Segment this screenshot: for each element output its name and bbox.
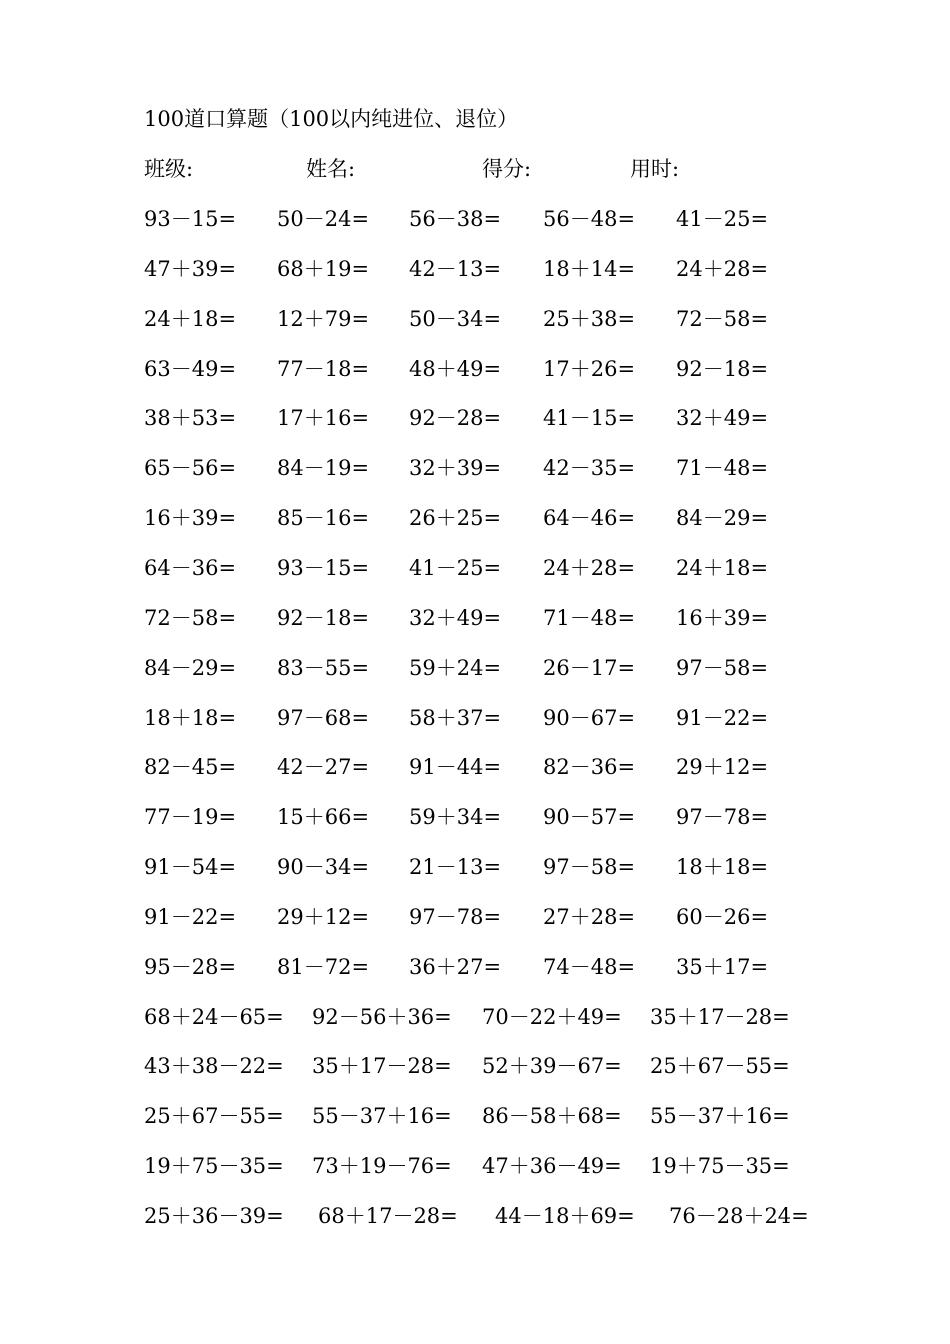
problem: 32＋49= — [676, 406, 769, 431]
problem: 52＋39－67= — [482, 1054, 622, 1079]
two-term-row — [0, 254, 950, 284]
problem: 68＋24－65= — [144, 1004, 284, 1029]
problem: 64－36= — [144, 555, 237, 580]
worksheet-title: 100道口算题（100以内纯进位、退位） — [144, 107, 519, 131]
problem: 91－54= — [144, 855, 237, 880]
problem: 48＋49= — [409, 356, 502, 381]
problem: 16＋39= — [676, 605, 769, 630]
problem: 97－68= — [277, 705, 370, 730]
problem: 77－18= — [277, 356, 370, 381]
three-term-row — [0, 1201, 950, 1231]
problem: 41－25= — [409, 555, 502, 580]
problem: 81－72= — [277, 954, 370, 979]
problem: 41－25= — [676, 207, 769, 231]
two-term-row — [0, 553, 950, 583]
problem: 60－26= — [676, 904, 769, 929]
problem: 74－48= — [543, 954, 636, 979]
problem: 90－57= — [543, 805, 636, 830]
problem: 35＋17= — [676, 954, 769, 979]
problem: 18＋18= — [676, 855, 769, 880]
problem: 35＋17－28= — [312, 1054, 452, 1079]
problem: 93－15= — [144, 207, 237, 231]
problem: 47＋39= — [144, 256, 237, 281]
problem: 43＋38－22= — [144, 1054, 284, 1079]
problem: 29＋12= — [277, 904, 370, 929]
problem: 73＋19－76= — [312, 1154, 452, 1179]
problem: 91－44= — [409, 755, 502, 780]
problem: 24＋28= — [676, 256, 769, 281]
problem: 55－37＋16= — [312, 1104, 452, 1129]
problem: 15＋66= — [277, 805, 370, 830]
problem: 55－37＋16= — [650, 1104, 790, 1129]
problem: 18＋14= — [543, 256, 636, 281]
two-term-row — [0, 354, 950, 384]
problem: 97－58= — [543, 855, 636, 880]
two-term-row — [0, 802, 950, 832]
problem: 47＋36－49= — [482, 1154, 622, 1179]
problem: 92－18= — [676, 356, 769, 381]
problem: 71－48= — [676, 456, 769, 481]
problem: 50－34= — [409, 306, 502, 331]
problem: 25＋67－55= — [650, 1054, 790, 1079]
two-term-row — [0, 902, 950, 932]
problem: 56－48= — [543, 207, 636, 231]
problem: 21－13= — [409, 855, 502, 880]
problem: 70－22＋49= — [482, 1004, 622, 1029]
three-term-row — [0, 1002, 950, 1032]
problem: 26－17= — [543, 655, 636, 680]
problem: 24＋28= — [543, 555, 636, 580]
problem: 59＋24= — [409, 655, 502, 680]
problem: 44－18＋69= — [495, 1204, 635, 1228]
two-term-row — [0, 952, 950, 982]
problem: 64－46= — [543, 506, 636, 531]
problem: 84－29= — [676, 506, 769, 531]
problem: 27＋28= — [543, 904, 636, 929]
problem: 35＋17－28= — [650, 1004, 790, 1029]
two-term-row — [0, 304, 950, 334]
problem: 84－29= — [144, 655, 237, 680]
problem: 63－49= — [144, 356, 237, 381]
problem: 82－36= — [543, 755, 636, 780]
problem: 86－58＋68= — [482, 1104, 622, 1129]
problem: 42－35= — [543, 456, 636, 481]
problem: 19＋75－35= — [650, 1154, 790, 1179]
two-term-row — [0, 852, 950, 882]
problem: 59＋34= — [409, 805, 502, 830]
problem: 25＋67－55= — [144, 1104, 284, 1129]
problem: 17＋26= — [543, 356, 636, 381]
problem: 50－24= — [277, 207, 370, 231]
problem: 92－18= — [277, 605, 370, 630]
problem: 32＋49= — [409, 605, 502, 630]
class-label: 班级: — [144, 157, 194, 181]
two-term-row — [0, 204, 950, 234]
problem: 82－45= — [144, 755, 237, 780]
problem: 77－19= — [144, 805, 237, 830]
score-label: 得分: — [482, 157, 532, 181]
problem: 71－48= — [543, 605, 636, 630]
problem: 97－58= — [676, 655, 769, 680]
problem: 92－56＋36= — [312, 1004, 452, 1029]
problem: 95－28= — [144, 954, 237, 979]
problem: 18＋18= — [144, 705, 237, 730]
problem: 90－67= — [543, 705, 636, 730]
problem: 24＋18= — [144, 306, 237, 331]
problem: 97－78= — [676, 805, 769, 830]
problem: 17＋16= — [277, 406, 370, 431]
problem: 56－38= — [409, 207, 502, 231]
problem: 97－78= — [409, 904, 502, 929]
two-term-row — [0, 503, 950, 533]
problem: 83－55= — [277, 655, 370, 680]
problem: 24＋18= — [676, 555, 769, 580]
three-term-row — [0, 1101, 950, 1131]
problem: 58＋37= — [409, 705, 502, 730]
problem: 68＋19= — [277, 256, 370, 281]
problem: 65－56= — [144, 456, 237, 481]
problem: 84－19= — [277, 456, 370, 481]
problem: 12＋79= — [277, 306, 370, 331]
problem: 68＋17－28= — [318, 1204, 458, 1228]
problem: 76－28＋24= — [669, 1204, 809, 1228]
two-term-row — [0, 653, 950, 683]
time-label: 用时: — [630, 157, 680, 181]
three-term-row — [0, 1051, 950, 1081]
problem: 42－13= — [409, 256, 502, 281]
problem: 38＋53= — [144, 406, 237, 431]
two-term-row — [0, 752, 950, 782]
problem: 26＋25= — [409, 506, 502, 531]
two-term-row — [0, 403, 950, 433]
name-label: 姓名: — [306, 157, 356, 181]
problem: 36＋27= — [409, 954, 502, 979]
problem: 16＋39= — [144, 506, 237, 531]
problem: 25＋36－39= — [144, 1204, 284, 1228]
two-term-row — [0, 453, 950, 483]
problem: 72－58= — [144, 605, 237, 630]
two-term-row — [0, 603, 950, 633]
problem: 42－27= — [277, 755, 370, 780]
problem: 91－22= — [676, 705, 769, 730]
problem: 91－22= — [144, 904, 237, 929]
problem: 25＋38= — [543, 306, 636, 331]
problem: 90－34= — [277, 855, 370, 880]
two-term-row — [0, 703, 950, 733]
problem: 93－15= — [277, 555, 370, 580]
problem: 41－15= — [543, 406, 636, 431]
three-term-row — [0, 1151, 950, 1181]
problem: 19＋75－35= — [144, 1154, 284, 1179]
problem: 85－16= — [277, 506, 370, 531]
problem: 72－58= — [676, 306, 769, 331]
problem: 92－28= — [409, 406, 502, 431]
problem: 32＋39= — [409, 456, 502, 481]
problem: 29＋12= — [676, 755, 769, 780]
